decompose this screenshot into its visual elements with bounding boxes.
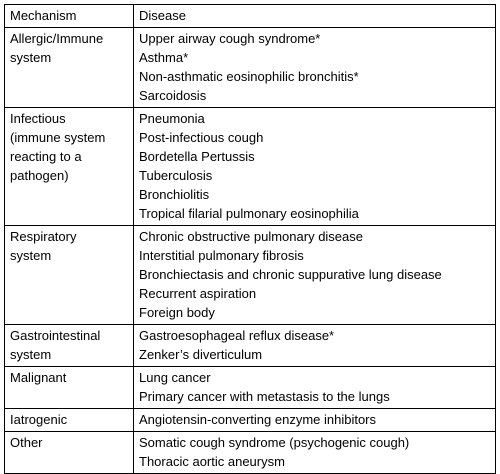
mechanism-label: Iatrogenic: [10, 412, 68, 427]
disease-cell: [134, 432, 496, 474]
header-mechanism: Mechanism: [5, 5, 134, 28]
mechanism-cell: [5, 409, 134, 432]
disease-item: Upper airway cough syndrome*: [139, 31, 321, 46]
disease-item: Primary cancer with metastasis to the lungs: [139, 389, 390, 404]
mechanism-label: Gastrointestinal system: [10, 328, 101, 362]
disease-cell: [134, 367, 496, 409]
disease-item: Lung cancer: [139, 370, 211, 385]
disease-item: Recurrent aspiration: [139, 286, 257, 301]
disease-item: Tuberculosis: [139, 168, 213, 183]
table-row: [5, 367, 496, 409]
disease-item: Bordetella Pertussis: [139, 149, 255, 164]
table-row: [5, 325, 496, 367]
disease-item: Bronchiectasis and chronic suppurative lung disease: [139, 267, 442, 282]
disease-cell: [134, 325, 496, 367]
disease-item: Angiotensin-converting enzyme inhibitors: [139, 412, 377, 427]
table-row: [5, 432, 496, 474]
disease-cell: [134, 108, 496, 226]
mechanism-cell: [5, 108, 134, 226]
disease-item: Sarcoidosis: [139, 88, 207, 103]
disease-item: Bronchiolitis: [139, 187, 210, 202]
table-header-row: [5, 5, 496, 28]
disease-item: Post-infectious cough: [139, 130, 264, 145]
mechanism-cell: [5, 432, 134, 474]
disease-item: Interstitial pulmonary fibrosis: [139, 248, 304, 263]
disease-cell: [134, 28, 496, 108]
mechanism-label: Malignant: [10, 370, 67, 385]
disease-item: Somatic cough syndrome (psychogenic cough): [139, 435, 410, 450]
disease-item: Thoracic aortic aneurysm: [139, 454, 285, 469]
disease-cell: [134, 409, 496, 432]
table-row: [5, 28, 496, 108]
disease-item: Zenker’s diverticulum: [139, 347, 263, 362]
mechanism-cell: [5, 28, 134, 108]
disease-item: Gastroesophageal reflux disease*: [139, 328, 335, 343]
table-body: [5, 28, 496, 474]
mechanism-label: Other: [10, 435, 43, 450]
mechanism-cell: [5, 226, 134, 325]
disease-cell: [134, 226, 496, 325]
disease-item: Foreign body: [139, 305, 215, 320]
disease-item: Chronic obstructive pulmonary disease: [139, 229, 363, 244]
table-row: [5, 409, 496, 432]
disease-item: Non-asthmatic eosinophilic bronchitis*: [139, 69, 359, 84]
mechanism-label: Infectious (immune system reacting to a pathogen): [10, 111, 106, 183]
disease-item: Tropical filarial pulmonary eosinophilia: [139, 206, 359, 221]
table-row: [5, 226, 496, 325]
mechanism-disease-table: [4, 4, 496, 474]
mechanism-cell: [5, 367, 134, 409]
disease-item: Pneumonia: [139, 111, 205, 126]
mechanism-label: Respiratory system: [10, 229, 77, 263]
mechanism-cell: [5, 325, 134, 367]
disease-item: Asthma*: [139, 50, 189, 65]
table-row: [5, 108, 496, 226]
header-disease: Disease: [134, 5, 496, 28]
mechanism-label: Allergic/Immune system: [10, 31, 104, 65]
